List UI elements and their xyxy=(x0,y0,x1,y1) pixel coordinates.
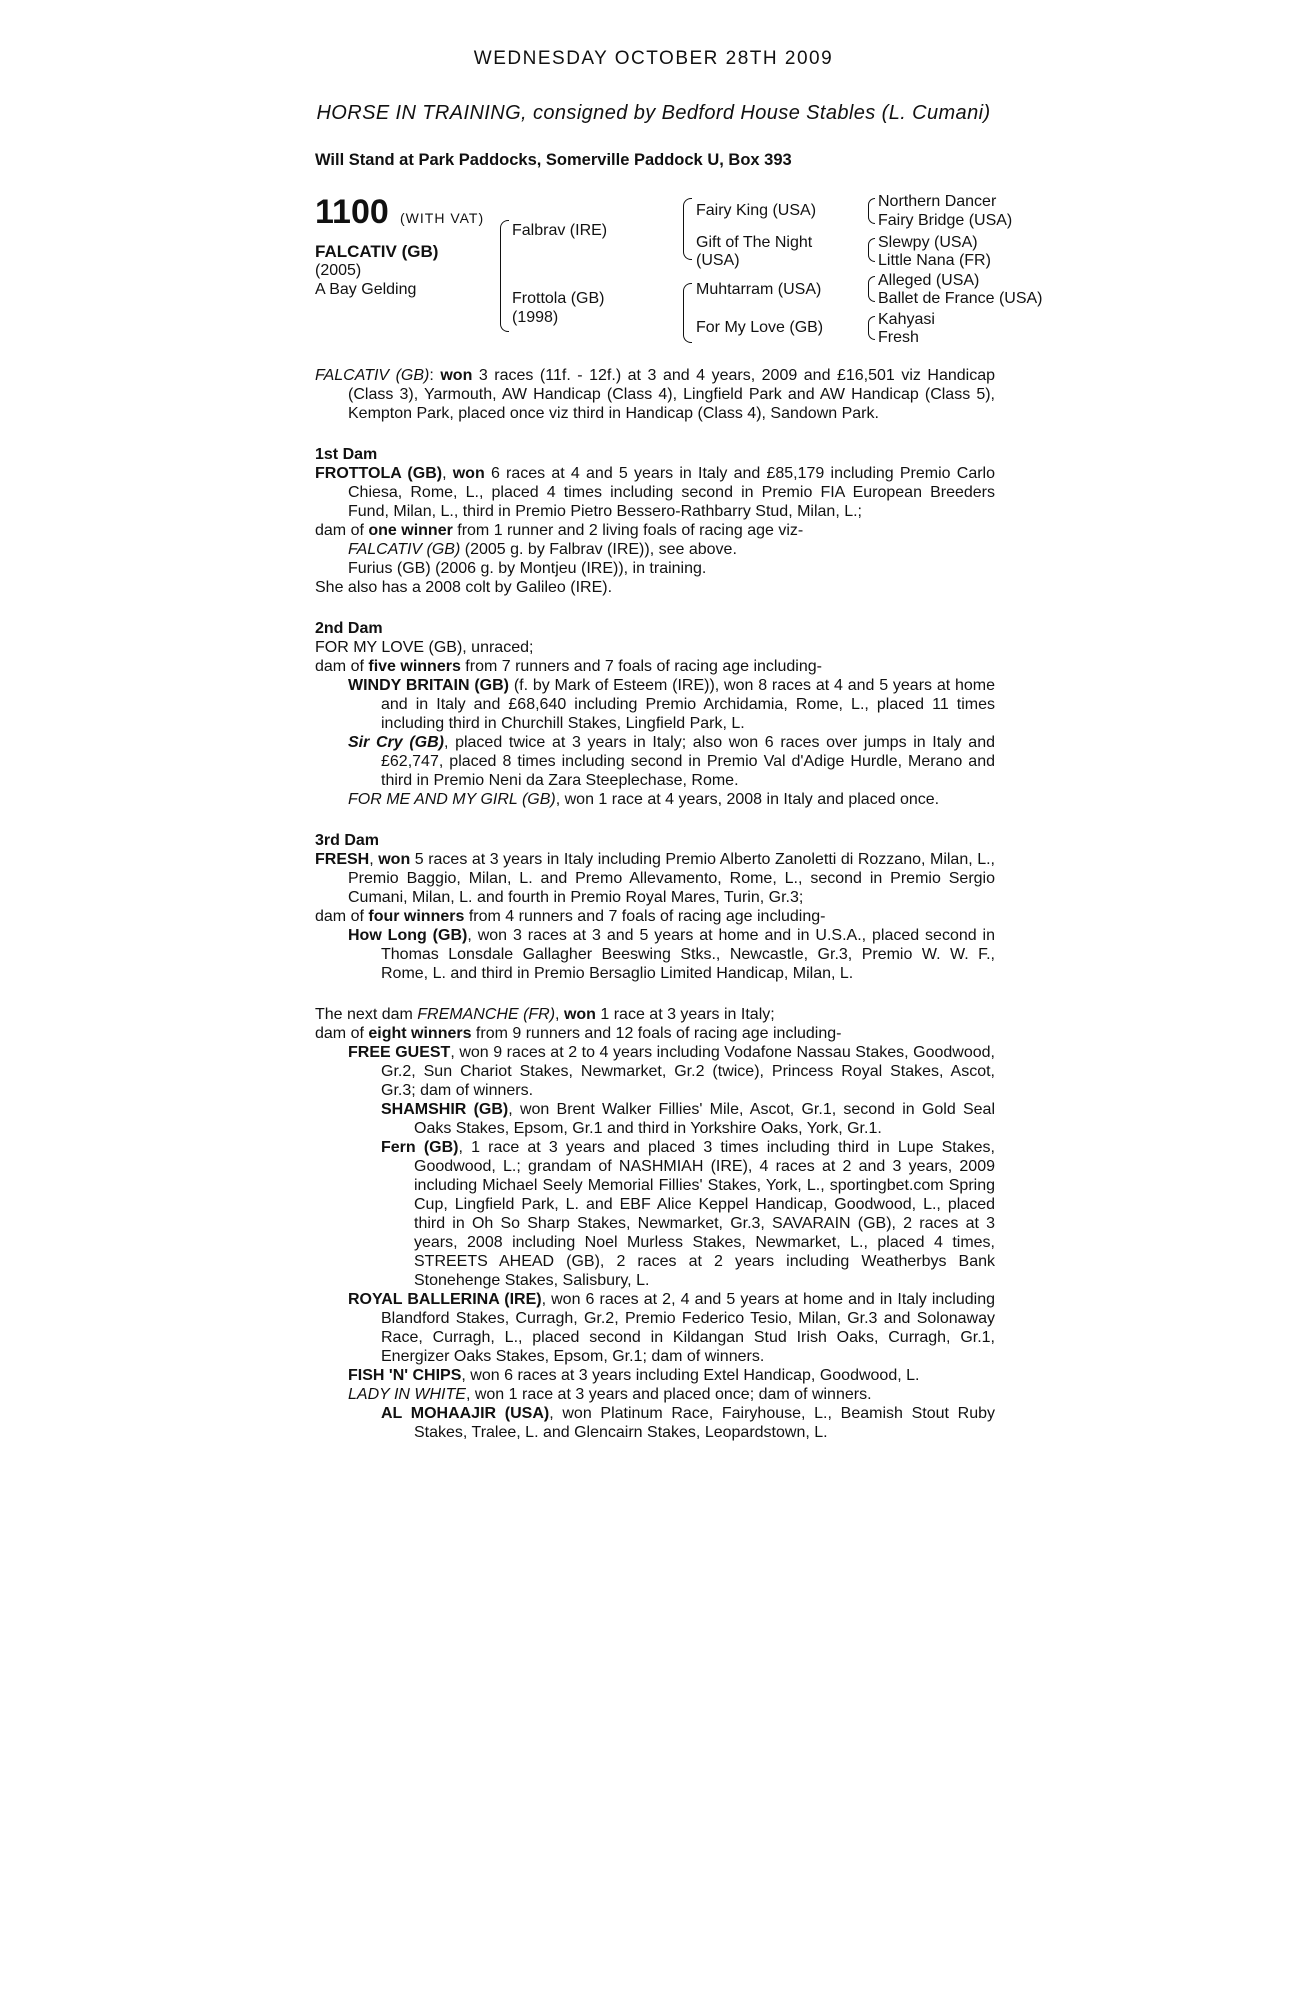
dam2-p3-name: FOR ME AND MY GIRL (GB) xyxy=(348,791,556,808)
dam3-of-post: from 4 runners and 7 foals of racing age including- xyxy=(464,908,826,925)
dam2-p1-text: (f. by Mark of Esteem (IRE)), won 8 races at 4 and 5 years at home and in Italy and £68,640 including Premio Archidamia, Rome, L., placed 11 times including third in Churchill Stakes, Lingfield Park, L. xyxy=(381,677,996,732)
n4a-text: , won Platinum Race, Fairyhouse, L., Beamish Stout Ruby Stakes, Tralee, L. and Glencairn Stakes, Leopardstown, L. xyxy=(414,1405,996,1441)
pedigree-sire-dam: Gift of The Night xyxy=(696,234,813,251)
dam1-p1-name: FALCATIV (GB) xyxy=(348,541,461,558)
dam2-produce-1 xyxy=(315,676,995,733)
dam2-p2-text: , placed twice at 3 years in Italy; also won 6 races over jumps in Italy and £62,747, placed 8 times including second in Premio Val d'Adige Hurdle, Merano and third in Premio Neni da Zara Steeplechase, Rome. xyxy=(381,734,995,789)
lot-vat: (WITH VAT) xyxy=(400,210,485,226)
pedigree-brace-dam xyxy=(683,283,692,343)
pedigree-brace-sd xyxy=(868,238,875,262)
dam2-line: FOR MY LOVE (GB), unraced; xyxy=(315,639,534,656)
next-produce-line xyxy=(315,1024,995,1043)
dam1-produce-1 xyxy=(315,540,995,559)
n3-text: , won 6 races at 3 years including Extel Handicap, Goodwood, L. xyxy=(461,1367,920,1384)
n2-text: , won 6 races at 2, 4 and 5 years at home and in Italy including Blandford Stakes, Curragh, Gr.2, Premio Federico Tesio, Milan, Gr.3 and Solonaway Race, Curragh, L., placed second in Kildangan Stud Irish Oaks, Curragh, Gr.1, Energizer Oaks Stakes, Epsom, Gr.1; dam of winners. xyxy=(381,1291,995,1365)
n3-name: FISH 'N' CHIPS xyxy=(348,1367,462,1384)
dam3-heading: 3rd Dam xyxy=(315,832,380,849)
dam2-heading: 2nd Dam xyxy=(315,620,383,637)
next-produce-3 xyxy=(315,1366,995,1385)
stand-location: Will Stand at Park Paddocks, Somerville Paddock U, Box 393 xyxy=(315,151,792,169)
next-produce-4a xyxy=(315,1404,995,1442)
n4-name: LADY IN WHITE xyxy=(348,1386,466,1403)
pedigree-dds: Kahyasi xyxy=(878,311,935,328)
next-name: FREMANCHE (FR) xyxy=(417,1006,556,1023)
dam2-of-post: from 7 runners and 7 foals of racing age including- xyxy=(460,658,822,675)
dam1-also: She also has a 2008 colt by Galileo (IRE). xyxy=(315,579,613,596)
dam1-text: 6 races at 4 and 5 years in Italy and £85,179 including Premio Carlo Chiesa, Rome, L., placed 4 times including second in Premio FIA European Breeders Fund, Milan, L., third in Premio Pietro Bessero-Rathbarry Stud, Milan, L.; xyxy=(348,465,996,520)
n1-name: FREE GUEST xyxy=(348,1044,451,1061)
next-produce-2 xyxy=(315,1290,995,1366)
dam1-of-bold: one winner xyxy=(368,522,453,539)
pedigree-dsd: Ballet de France (USA) xyxy=(878,290,1043,307)
dam2-produce-3 xyxy=(315,790,995,809)
pedigree-sire-sire: Fairy King (USA) xyxy=(696,202,817,219)
pedigree-sire-dam-origin: (USA) xyxy=(696,252,740,269)
pedigree-sdd: Little Nana (FR) xyxy=(878,252,991,269)
dam3-of-bold: four winners xyxy=(368,908,465,925)
dam2-produce-2 xyxy=(315,733,995,790)
next-of-pre: dam of xyxy=(315,1025,369,1042)
next-pre: The next dam xyxy=(315,1006,418,1023)
next-comma: , xyxy=(555,1006,564,1023)
dam3-name: FRESH xyxy=(315,851,370,868)
pedigree-dss: Alleged (USA) xyxy=(878,272,980,289)
next-of-bold: eight winners xyxy=(368,1025,472,1042)
dam3-produce-line xyxy=(315,907,995,926)
dam1-of-post: from 1 runner and 2 living foals of racing age viz- xyxy=(452,522,804,539)
dam1-p1-text: (2005 g. by Falbrav (IRE)), see above. xyxy=(460,541,737,558)
dam2-produce-line xyxy=(315,657,995,676)
n1a-text: , won Brent Walker Fillies' Mile, Ascot, Gr.1, second in Gold Seal Oaks Stakes, Epsom, Gr.1 and third in Yorkshire Oaks, York, Gr.1. xyxy=(414,1101,996,1137)
dam3-p1-text: , won 3 races at 3 and 5 years at home and in U.S.A., placed second in Thomas Lonsdale Gallagher Beeswing Stks., Newcastle, Gr.3, Premio W. W. F., Rome, L. and third in Premio Bersaglio Limited Handicap, Milan, L. xyxy=(381,927,996,982)
dam2-of-pre: dam of xyxy=(315,658,369,675)
dam3-paragraph xyxy=(315,850,995,907)
n1b-name: Fern (GB) xyxy=(381,1139,459,1156)
dam2-p1-name: WINDY BRITAIN (GB) xyxy=(348,677,510,694)
dam1-name: FROTTOLA (GB) xyxy=(315,465,443,482)
dam3-text: 5 races at 3 years in Italy including Premio Alberto Zanoletti di Rozzano, Milan, L., Premio Baggio, Milan, L. and Premo Allevamento, Rome, L., second in Premio Sergio Cumani, Milan, L. and fourth in Premio Royal Mares, Turin, Gr.3; xyxy=(348,851,995,906)
pedigree-brace-main xyxy=(500,220,509,332)
intro-won: won xyxy=(440,367,473,384)
horse-description: A Bay Gelding xyxy=(315,281,417,298)
pedigree-ssd: Fairy Bridge (USA) xyxy=(878,212,1013,229)
dam1-produce-2: Furius (GB) (2006 g. by Montjeu (IRE)), in training. xyxy=(348,560,707,577)
next-produce-1 xyxy=(315,1043,995,1100)
consignment-subtitle: HORSE IN TRAINING, consigned by Bedford House Stables (L. Cumani) xyxy=(316,102,991,124)
pedigree-brace-dd xyxy=(868,316,875,340)
intro-text: 3 races (11f. - 12f.) at 3 and 4 years, 2009 and £16,501 viz Handicap (Class 3), Yarmouth, AW Handicap (Class 4), Lingfield Park and AW Handicap (Class 5), Kempton Park, placed once viz third in Handicap (Class 4), Sandown Park. xyxy=(348,367,996,422)
dam2-p2-name: Sir Cry (GB) xyxy=(348,734,444,751)
dam3-of-pre: dam of xyxy=(315,908,369,925)
dam1-heading: 1st Dam xyxy=(315,446,378,463)
n1a-name: SHAMSHIR (GB) xyxy=(381,1101,509,1118)
pedigree-dam-dam: For My Love (GB) xyxy=(696,319,824,336)
n4-text: , won 1 race at 3 years and placed once; dam of winners. xyxy=(465,1386,872,1403)
next-produce-4 xyxy=(315,1385,995,1404)
n1-text: , won 9 races at 2 to 4 years including Vodafone Nassau Stakes, Goodwood, Gr.2, Sun Chariot Stakes, Newmarket, Gr.2 (twice), Princess Royal Stakes, Ascot, Gr.3; dam of winners. xyxy=(381,1044,995,1099)
dam3-produce-1 xyxy=(315,926,995,983)
intro-colon: : xyxy=(429,367,441,384)
pedigree-sds: Slewpy (USA) xyxy=(878,234,978,251)
pedigree-dam-year: (1998) xyxy=(512,309,559,326)
dam3-won: won xyxy=(378,851,411,868)
dam3-comma: , xyxy=(369,851,379,868)
next-of-post: from 9 runners and 12 foals of racing age including- xyxy=(471,1025,842,1042)
dam2-p3-text: , won 1 race at 4 years, 2008 in Italy and placed once. xyxy=(555,791,940,808)
horse-year: (2005) xyxy=(315,262,362,279)
intro-paragraph xyxy=(315,366,995,423)
n2-name: ROYAL BALLERINA (IRE) xyxy=(348,1291,542,1308)
dam1-comma: , xyxy=(442,465,453,482)
pedigree-dam: Frottola (GB) xyxy=(512,290,605,307)
next-produce-1b xyxy=(315,1138,995,1290)
pedigree-dam-sire: Muhtarram (USA) xyxy=(696,281,822,298)
sale-date: WEDNESDAY OCTOBER 28TH 2009 xyxy=(473,48,834,69)
next-produce-1a xyxy=(315,1100,995,1138)
pedigree-sire: Falbrav (IRE) xyxy=(512,222,608,239)
next-dam-line xyxy=(315,1005,995,1024)
n1b-text: , 1 race at 3 years and placed 3 times including third in Lupe Stakes, Goodwood, L.; grandam of NASHMIAH (IRE), 4 races at 2 and 3 years, 2009 including Michael Seely Memorial Fillies' Stakes, York, L., sportingbet.com Spring Cup, Lingfield Park, L. and EBF Alice Keppel Handicap, Goodwood, L., placed third in Oh So Sharp Stakes, Newmarket, Gr.3, SAVARAIN (GB), 2 races at 3 years, 2008 including Noel Murless Stakes, Newmarket, L., placed 4 times, STREETS AHEAD (GB), 2 races at 2 years including Weatherbys Bank Stonehenge Stakes, Salisbury, L. xyxy=(414,1139,995,1289)
dam3-p1-name: How Long (GB) xyxy=(348,927,468,944)
dam1-paragraph xyxy=(315,464,995,521)
pedigree-brace-ss xyxy=(868,198,875,224)
pedigree-sss: Northern Dancer xyxy=(878,193,997,210)
dam1-produce-line xyxy=(315,521,995,540)
n4a-name: AL MOHAAJIR (USA) xyxy=(381,1405,550,1422)
next-text: 1 race at 3 years in Italy; xyxy=(595,1006,775,1023)
horse-name: FALCATIV (GB) xyxy=(315,242,439,261)
pedigree-brace-ds xyxy=(868,276,875,302)
lot-number: 1100 xyxy=(315,193,389,231)
dam2-of-bold: five winners xyxy=(368,658,461,675)
next-won: won xyxy=(563,1006,596,1023)
dam1-of-pre: dam of xyxy=(315,522,369,539)
dam1-won: won xyxy=(452,465,485,482)
intro-horse-name: FALCATIV (GB) xyxy=(315,367,430,384)
pedigree-ddd: Fresh xyxy=(878,329,919,346)
pedigree-brace-sire xyxy=(683,198,692,260)
catalogue-body xyxy=(315,366,995,1442)
